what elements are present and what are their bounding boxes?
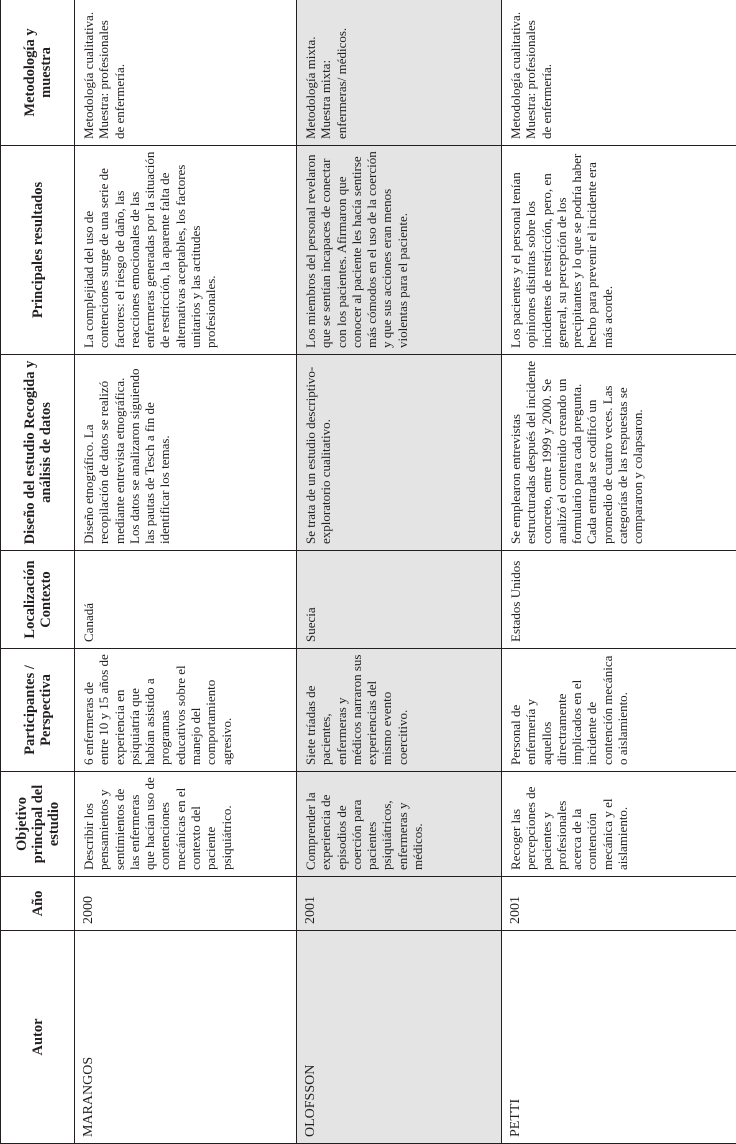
cell-anio: 2000 — [75, 877, 297, 931]
cell-diseno: Diseño etnográfico. La recopilación de datos se realizó mediante entrevista etnográfica. Los datos se analizaron siguiendo las pautas de Tesch a fin de identificar los temas. — [75, 355, 297, 551]
cell-participantes: Siete tríadas de pacientes, enfermeras y médicos narraron sus experiencias del mismo evento coercitivo. — [297, 649, 502, 772]
cell-participantes: 6 enfermeras de entre 10 y 15 años de experiencia en psiquiatría que habían asistido a programas educativos sobre el manejo del comportamiento agresivo. — [75, 649, 297, 772]
table-row — [502, 0, 736, 1144]
header-resultados: Principales resultados — [1, 146, 75, 355]
header-localizacion: Localización Contexto — [1, 551, 75, 649]
cell-diseno: Se emplearon entrevistas estructuradas después del incidente concreto, entre 1999 y 2000. Se analizó el contenido creando un formulario para cada pregunta. Cada entrada se codificó un promedio de cuatro veces. Las categorías de las respuestas se compararon y colapsaron. — [502, 355, 736, 551]
table-row — [75, 0, 297, 1144]
cell-autor: PETTI — [502, 931, 736, 1144]
cell-resultados: La complejidad del uso de contenciones surge de una serie de factores: el riesgo de daño, las reacciones emocionales de las enfermeras generadas por la situación de restricción, la aparente falta de alternativas aceptables, los factores unitarios y las actitudes profesionales. — [75, 146, 297, 355]
cell-localizacion: Canadá — [75, 551, 297, 649]
header-autor: Autor — [1, 931, 75, 1144]
header-participantes: Participantes / Perspectiva — [1, 649, 75, 772]
cell-objetivo: Recoger las percepciones de pacientes y profesionales acerca de la contención mecánica y el aislamiento. — [502, 772, 736, 877]
cell-metodologia: Metodología cualitativa. Muestra: profesionales de enfermería. — [502, 0, 736, 146]
cell-objetivo: Comprender la experiencia de episodios de coerción para pacientes psiquiátricos, enfermeras y médicos. — [297, 772, 502, 877]
cell-anio: 2001 — [297, 877, 502, 931]
cell-metodologia: Metodología mixta. Muestra mixta: enfermeras/ médicos. — [297, 0, 502, 146]
header-diseno: Diseño del estudio Recogida y análisis de datos — [1, 355, 75, 551]
cell-anio: 2001 — [502, 877, 736, 931]
cell-localizacion: Estados Unidos — [502, 551, 736, 649]
header-metodologia: Metodología y muestra — [1, 0, 75, 146]
cell-localizacion: Suecia — [297, 551, 502, 649]
cell-objetivo: Describir los pensamientos y sentimientos de las enfermeras que hacían uso de contenciones mecánicas en el contexto del paciente psiquiátrico. — [75, 772, 297, 877]
cell-resultados: Los miembros del personal revelaron que se sentían incapaces de conectar con los pacientes. Afirmaron que conocer al paciente les hacía sentirse más cómodos en el uso de la coerción y que sus acciones eran menos violentas para el paciente. — [297, 146, 502, 355]
cell-metodologia: Metodología cualitativa. Muestra: profesionales de enfermería. — [75, 0, 297, 146]
cell-autor: OLOFSSON — [297, 931, 502, 1144]
table-row — [297, 0, 502, 1144]
header-objetivo: Objetivo principal del estudio — [1, 772, 75, 877]
header-row — [1, 0, 75, 1144]
header-anio: Año — [1, 877, 75, 931]
cell-autor: MARANGOS — [75, 931, 297, 1144]
cell-participantes: Personal de enfermería y aquellos directramente implicados en el incidente de contención mecánica o aislamiento. — [502, 649, 736, 772]
cell-diseno: Se trata de un estudio descriptivo-exploratorio cualitativo. — [297, 355, 502, 551]
cell-resultados: Los pacientes y el personal tenían opiniones distintas sobre los incidentes de restricción, pero, en general, su percepción de los precipitantes y lo que se podría haber hecho para prevenir el incidente era más acorde. — [502, 146, 736, 355]
